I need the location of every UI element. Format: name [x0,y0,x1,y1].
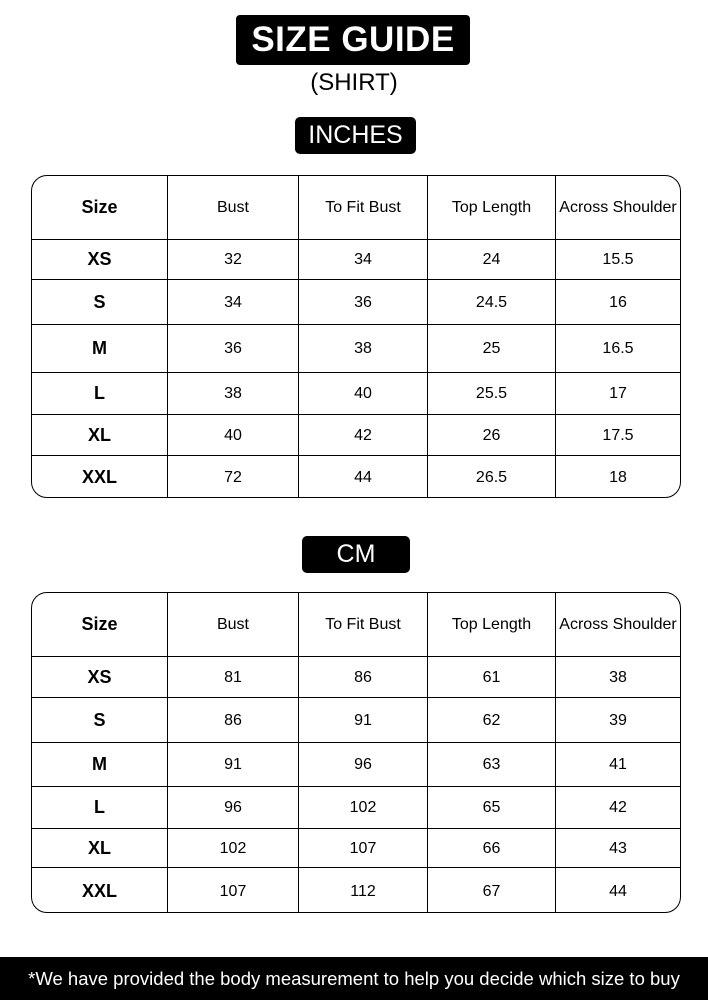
top-length-cell: 24.5 [428,280,556,324]
to-fit-bust-cell: 107 [299,829,428,867]
to-fit-bust-cell: 44 [299,456,428,498]
bust-cell: 102 [168,829,299,867]
column-header-bust: Bust [168,593,299,656]
table-row [32,373,680,415]
to-fit-bust-cell: 86 [299,657,428,697]
column-header-across-shoulder: Across Shoulder [559,616,677,633]
top-length-cell: 61 [428,657,556,697]
column-header-bust: Bust [168,176,299,239]
column-header-to-fit-bust: To Fit Bust [299,176,428,239]
table-row [32,698,680,743]
column-header-size: Size [32,593,168,656]
size-cell: XXL [32,456,168,498]
size-cell: M [32,325,168,372]
size-cell: S [32,698,168,742]
column-header-top-length: Top Length [428,593,556,656]
across-shoulder-cell: 39 [609,711,627,729]
across-shoulder-cell: 17 [609,385,627,402]
table-row [32,280,680,325]
column-header-size: Size [32,176,168,239]
page-subtitle: (SHIRT) [310,69,398,96]
to-fit-bust-cell: 34 [299,240,428,279]
table-header-row [32,593,680,657]
table-row [32,456,680,498]
bust-cell: 96 [168,787,299,828]
size-cell: XS [32,240,168,279]
table-row [32,240,680,280]
bust-cell: 91 [168,743,299,786]
cm-size-table [31,592,681,913]
across-shoulder-cell: 43 [609,839,627,857]
top-length-cell: 63 [428,743,556,786]
bust-cell: 86 [168,698,299,742]
top-length-cell: 25 [428,325,556,372]
size-cell: S [32,280,168,324]
column-header-to-fit-bust: To Fit Bust [299,593,428,656]
page-title: SIZE GUIDE [236,15,470,65]
across-shoulder-cell: 41 [609,756,627,773]
top-length-cell: 62 [428,698,556,742]
cm-section-label: CM [302,536,410,573]
size-cell: L [32,787,168,828]
top-length-cell: 65 [428,787,556,828]
to-fit-bust-cell: 36 [299,280,428,324]
top-length-cell: 25.5 [428,373,556,414]
inches-size-table [31,175,681,498]
inches-section-label: INCHES [295,117,416,154]
to-fit-bust-cell: 42 [299,415,428,455]
top-length-cell: 26 [428,415,556,455]
bust-cell: 40 [168,415,299,455]
table-header-row [32,176,680,240]
bust-cell: 38 [168,373,299,414]
table-row [32,657,680,698]
across-shoulder-cell: 18 [609,468,627,486]
table-row [32,743,680,787]
bust-cell: 107 [168,868,299,913]
across-shoulder-cell: 44 [609,882,627,900]
bust-cell: 32 [168,240,299,279]
column-header-across-shoulder: Across Shoulder [559,199,677,216]
to-fit-bust-cell: 96 [299,743,428,786]
across-shoulder-cell: 42 [609,799,627,816]
to-fit-bust-cell: 91 [299,698,428,742]
to-fit-bust-cell: 38 [299,325,428,372]
table-row [32,415,680,456]
top-length-cell: 26.5 [428,456,556,498]
across-shoulder-cell: 15.5 [602,251,634,268]
bust-cell: 34 [168,280,299,324]
size-cell: XS [32,657,168,697]
table-row [32,325,680,373]
bust-cell: 81 [168,657,299,697]
to-fit-bust-cell: 102 [299,787,428,828]
across-shoulder-cell: 38 [609,668,627,686]
bust-cell: 36 [168,325,299,372]
size-cell: XL [32,415,168,455]
table-row [32,868,680,913]
table-row [32,829,680,868]
to-fit-bust-cell: 40 [299,373,428,414]
size-cell: M [32,743,168,786]
bust-cell: 72 [168,456,299,498]
top-length-cell: 24 [428,240,556,279]
footer-note: *We have provided the body measurement to help you decide which size to buy [0,957,708,1000]
size-cell: XL [32,829,168,867]
top-length-cell: 66 [428,829,556,867]
size-cell: L [32,373,168,414]
to-fit-bust-cell: 112 [299,868,428,913]
column-header-top-length: Top Length [428,176,556,239]
across-shoulder-cell: 17.5 [602,426,634,444]
size-cell: XXL [32,868,168,913]
table-row [32,787,680,829]
across-shoulder-cell: 16 [609,293,627,311]
top-length-cell: 67 [428,868,556,913]
across-shoulder-cell: 16.5 [602,340,634,357]
